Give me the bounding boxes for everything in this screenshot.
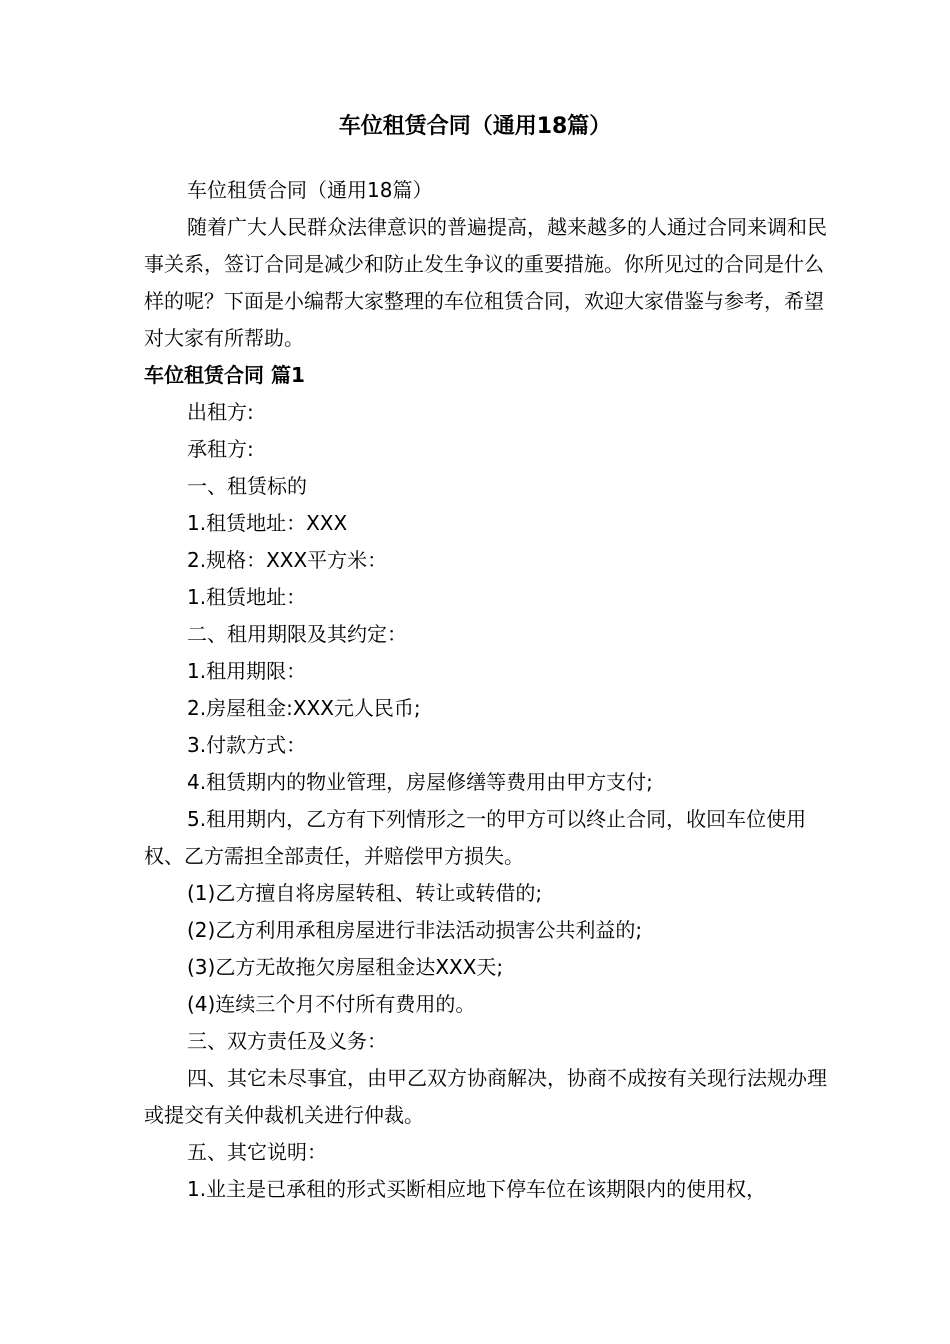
paragraph: 一、租赁标的	[187, 474, 307, 498]
paragraph: 1.业主是已承租的形式买断相应地下停车位在该期限内的使用权，	[187, 1177, 767, 1201]
paragraph: 四、其它未尽事宜，由甲乙双方协商解决，协商不成按有关现行法规办理或提交有关仲裁机关进行仲裁。	[144, 1066, 827, 1127]
paragraph: 承租方:	[187, 437, 254, 461]
paragraph: (1)乙方擅自将房屋转租、转让或转借的;	[187, 881, 543, 905]
paragraph: (4)连续三个月不付所有费用的。	[187, 992, 476, 1016]
paragraph: 随着广大人民群众法律意识的普遍提高，越来越多的人通过合同来调和民事关系，签订合同是减少和防止发生争议的重要措施。你所见过的合同是什么样的呢？下面是小编帮大家整理的车位租赁合同，欢迎大家借鉴与参考，希望对大家有所帮助。	[144, 215, 827, 350]
paragraph: (2)乙方利用承租房屋进行非法活动损害公共利益的;	[187, 918, 643, 942]
paragraph: 二、租用期限及其约定：	[187, 622, 407, 646]
paragraph: 车位租赁合同（通用18篇）	[187, 178, 433, 202]
paragraph: 1.租赁地址：	[187, 585, 307, 609]
paragraph: 4.租赁期内的物业管理，房屋修缮等费用由甲方支付;	[187, 770, 653, 794]
paragraph: 三、双方责任及义务：	[187, 1029, 387, 1053]
document-body	[144, 172, 828, 1208]
paragraph: 2.规格：XXX平方米：	[187, 548, 388, 572]
paragraph: 2.房屋租金:XXX元人民币;	[187, 696, 421, 720]
paragraph: 3.付款方式：	[187, 733, 307, 757]
paragraph: 五、其它说明：	[187, 1140, 327, 1164]
paragraph: (3)乙方无故拖欠房屋租金达XXX天;	[187, 955, 504, 979]
document-title: 车位租赁合同（通用18篇）	[338, 114, 612, 139]
paragraph: 5.租用期内，乙方有下列情形之一的甲方可以终止合同，收回车位使用权、乙方需担全部责任，并赔偿甲方损失。	[144, 807, 807, 868]
paragraph: 1.租赁地址：XXX	[187, 511, 348, 535]
section-heading: 车位租赁合同 篇1	[144, 363, 305, 387]
paragraph: 1.租用期限：	[187, 659, 307, 683]
paragraph: 出租方:	[187, 400, 254, 424]
